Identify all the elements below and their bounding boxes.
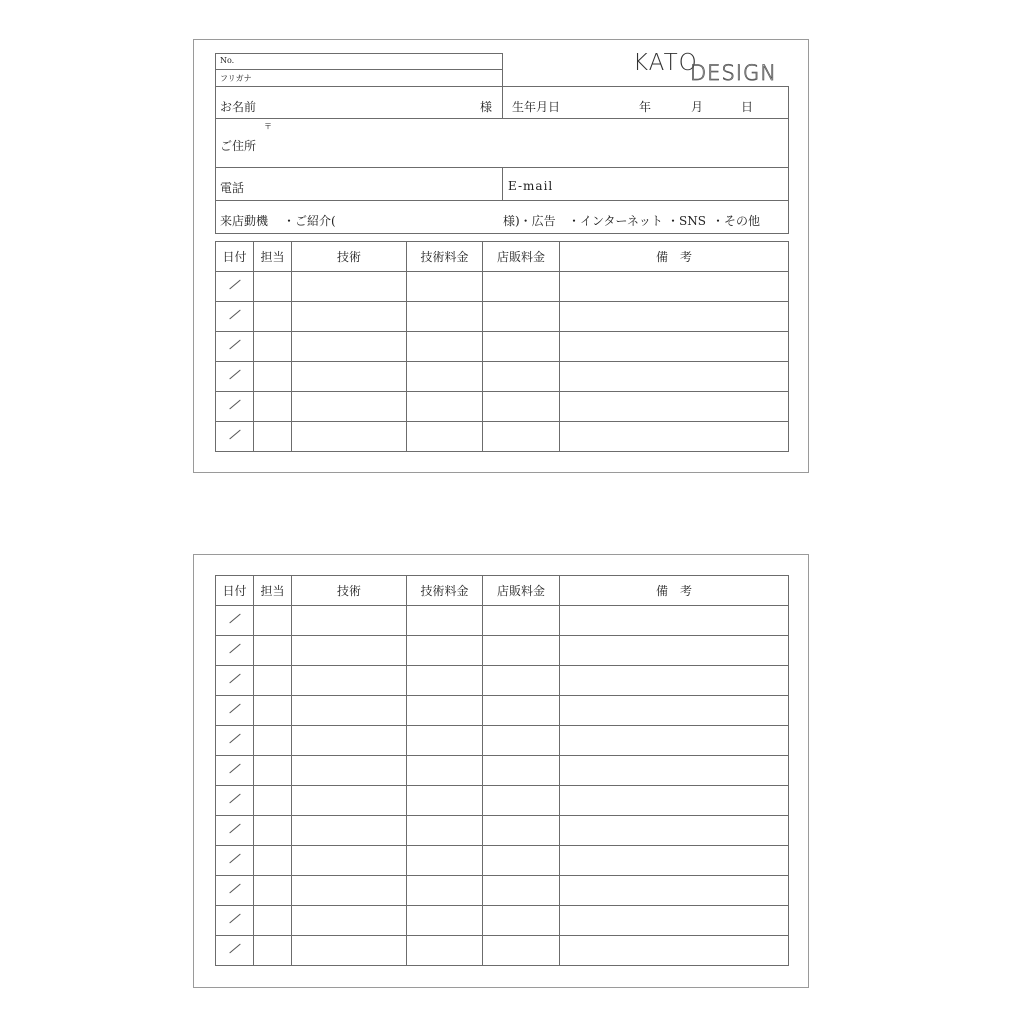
- table-cell[interactable]: [560, 332, 789, 362]
- table-row: [216, 272, 789, 302]
- table-cell[interactable]: [292, 936, 407, 966]
- table-cell[interactable]: [483, 696, 560, 726]
- date-slash-icon: [229, 309, 241, 321]
- table-body: [216, 606, 789, 966]
- table-cell[interactable]: [407, 726, 483, 756]
- table-cell[interactable]: [483, 756, 560, 786]
- table-cell[interactable]: [483, 876, 560, 906]
- table-row: [216, 816, 789, 846]
- table-cell[interactable]: [292, 786, 407, 816]
- table-cell[interactable]: [254, 846, 292, 876]
- table-row: [216, 876, 789, 906]
- table-body: [216, 272, 789, 452]
- table-cell[interactable]: [292, 606, 407, 636]
- table-cell[interactable]: [560, 876, 789, 906]
- table-cell[interactable]: [483, 606, 560, 636]
- date-cell[interactable]: [216, 606, 254, 636]
- name-label: お名前: [220, 100, 257, 114]
- column-header: 担当: [254, 242, 292, 272]
- logo-sub: DESIGN: [690, 61, 777, 82]
- date-cell[interactable]: [216, 906, 254, 936]
- table-cell[interactable]: [560, 606, 789, 636]
- column-header: 技術: [292, 576, 407, 606]
- table-cell[interactable]: [483, 302, 560, 332]
- table-cell[interactable]: [254, 302, 292, 332]
- date-cell[interactable]: [216, 392, 254, 422]
- table-cell[interactable]: [254, 786, 292, 816]
- birthday-label: 生年月日: [512, 100, 561, 114]
- table-cell[interactable]: [407, 302, 483, 332]
- table-cell[interactable]: [483, 332, 560, 362]
- table-cell[interactable]: [560, 786, 789, 816]
- table-cell[interactable]: [483, 666, 560, 696]
- table-row: [216, 936, 789, 966]
- table-cell[interactable]: [560, 636, 789, 666]
- column-header: 担当: [254, 576, 292, 606]
- table-cell[interactable]: [254, 906, 292, 936]
- table-cell[interactable]: [407, 362, 483, 392]
- table-cell[interactable]: [292, 756, 407, 786]
- column-header: 日付: [216, 576, 254, 606]
- date-cell[interactable]: [216, 936, 254, 966]
- table-cell[interactable]: [292, 362, 407, 392]
- year-label: 年: [639, 100, 652, 114]
- table-row: [216, 636, 789, 666]
- table-cell[interactable]: [292, 422, 407, 452]
- table-cell[interactable]: [407, 846, 483, 876]
- address-label: ご住所: [220, 139, 257, 153]
- email-label: E-mail: [508, 179, 554, 193]
- table-cell[interactable]: [560, 936, 789, 966]
- table-cell[interactable]: [483, 392, 560, 422]
- honorific-label: 様: [480, 100, 493, 114]
- date-slash-icon: [229, 793, 241, 805]
- table-row: [216, 392, 789, 422]
- table-cell[interactable]: [292, 816, 407, 846]
- table-row: [216, 696, 789, 726]
- table-cell[interactable]: [254, 936, 292, 966]
- date-slash-icon: [229, 913, 241, 925]
- table-cell[interactable]: [407, 756, 483, 786]
- table-cell[interactable]: [407, 696, 483, 726]
- divider: [215, 69, 502, 70]
- column-header: 日付: [216, 242, 254, 272]
- table-cell[interactable]: [292, 696, 407, 726]
- table-cell[interactable]: [483, 362, 560, 392]
- table-cell[interactable]: [407, 636, 483, 666]
- table-cell[interactable]: [560, 392, 789, 422]
- column-header: 備 考: [560, 576, 789, 606]
- table-cell[interactable]: [560, 666, 789, 696]
- front-card: [193, 39, 809, 473]
- table-cell[interactable]: [254, 332, 292, 362]
- date-cell[interactable]: [216, 302, 254, 332]
- table-cell[interactable]: [254, 816, 292, 846]
- date-cell[interactable]: [216, 876, 254, 906]
- table-cell[interactable]: [292, 906, 407, 936]
- table-cell[interactable]: [254, 606, 292, 636]
- table-row: [216, 726, 789, 756]
- divider: [502, 53, 503, 118]
- reason-referral-end: 様)・広告: [503, 214, 556, 228]
- table-header-row: [216, 242, 789, 272]
- date-cell[interactable]: [216, 816, 254, 846]
- table-cell[interactable]: [407, 786, 483, 816]
- date-cell[interactable]: [216, 422, 254, 452]
- date-slash-icon: [229, 703, 241, 715]
- table-cell[interactable]: [560, 302, 789, 332]
- reason-internet: ・インターネット: [568, 214, 663, 228]
- date-slash-icon: [229, 613, 241, 625]
- logo-main: KATO: [633, 50, 698, 76]
- table-cell[interactable]: [483, 816, 560, 846]
- date-cell[interactable]: [216, 272, 254, 302]
- date-slash-icon: [229, 733, 241, 745]
- table-row: [216, 422, 789, 452]
- divider: [502, 167, 503, 200]
- date-cell[interactable]: [216, 726, 254, 756]
- date-cell[interactable]: [216, 666, 254, 696]
- table-cell[interactable]: [254, 272, 292, 302]
- date-cell[interactable]: [216, 362, 254, 392]
- reason-other: ・その他: [712, 214, 761, 228]
- column-header: 店販料金: [483, 242, 560, 272]
- table-row: [216, 302, 789, 332]
- table-cell[interactable]: [292, 302, 407, 332]
- reason-sns: ・SNS: [667, 214, 706, 228]
- table-cell[interactable]: [292, 392, 407, 422]
- date-cell[interactable]: [216, 846, 254, 876]
- table-cell[interactable]: [407, 332, 483, 362]
- date-cell[interactable]: [216, 696, 254, 726]
- table-row: [216, 606, 789, 636]
- table-cell[interactable]: [254, 726, 292, 756]
- column-header: 備 考: [560, 242, 789, 272]
- column-header: 技術: [292, 242, 407, 272]
- table-cell[interactable]: [483, 936, 560, 966]
- table-cell[interactable]: [483, 846, 560, 876]
- table-cell[interactable]: [560, 272, 789, 302]
- divider: [215, 53, 216, 233]
- column-header: 技術料金: [407, 242, 483, 272]
- table-cell[interactable]: [483, 636, 560, 666]
- table-cell[interactable]: [292, 272, 407, 302]
- table-cell[interactable]: [407, 392, 483, 422]
- table-header-row: [216, 576, 789, 606]
- table-cell[interactable]: [407, 936, 483, 966]
- divider: [215, 53, 502, 54]
- table-cell[interactable]: [292, 846, 407, 876]
- table-cell[interactable]: [560, 422, 789, 452]
- table-cell[interactable]: [292, 332, 407, 362]
- table-cell[interactable]: [254, 392, 292, 422]
- date-cell[interactable]: [216, 756, 254, 786]
- table-cell[interactable]: [407, 606, 483, 636]
- table-cell[interactable]: [292, 726, 407, 756]
- table-cell[interactable]: [483, 906, 560, 936]
- table-cell[interactable]: [292, 636, 407, 666]
- table-cell[interactable]: [560, 696, 789, 726]
- table-row: [216, 332, 789, 362]
- table-row: [216, 756, 789, 786]
- table-row: [216, 362, 789, 392]
- table-cell[interactable]: [560, 756, 789, 786]
- table-cell[interactable]: [254, 696, 292, 726]
- table-row: [216, 786, 789, 816]
- date-slash-icon: [229, 763, 241, 775]
- treatment-record-table: [215, 241, 789, 452]
- reason-referral: ・ご紹介(: [283, 214, 336, 228]
- table-cell[interactable]: [254, 362, 292, 392]
- date-slash-icon: [229, 369, 241, 381]
- divider: [788, 86, 789, 233]
- table-cell[interactable]: [254, 876, 292, 906]
- table-cell[interactable]: [254, 636, 292, 666]
- table-cell[interactable]: [292, 666, 407, 696]
- table-cell[interactable]: [254, 756, 292, 786]
- column-header: 店販料金: [483, 576, 560, 606]
- date-slash-icon: [229, 673, 241, 685]
- date-slash-icon: [229, 279, 241, 291]
- date-cell[interactable]: [216, 332, 254, 362]
- month-label: 月: [691, 100, 704, 114]
- date-slash-icon: [229, 883, 241, 895]
- divider: [215, 233, 789, 234]
- table-cell[interactable]: [560, 726, 789, 756]
- table-cell[interactable]: [560, 846, 789, 876]
- table-row: [216, 906, 789, 936]
- date-slash-icon: [229, 339, 241, 351]
- table-cell[interactable]: [407, 906, 483, 936]
- date-cell[interactable]: [216, 636, 254, 666]
- table-row: [216, 666, 789, 696]
- kato-design-logo: [633, 48, 783, 82]
- date-cell[interactable]: [216, 786, 254, 816]
- table-cell[interactable]: [407, 816, 483, 846]
- date-slash-icon: [229, 399, 241, 411]
- furigana-label: フリガナ: [220, 74, 252, 83]
- phone-label: 電話: [220, 181, 245, 195]
- table-cell[interactable]: [483, 272, 560, 302]
- divider: [215, 118, 789, 119]
- back-card: [193, 554, 809, 988]
- table-cell[interactable]: [483, 422, 560, 452]
- table-cell[interactable]: [407, 422, 483, 452]
- table-cell[interactable]: [254, 422, 292, 452]
- table-cell[interactable]: [483, 726, 560, 756]
- table-cell[interactable]: [292, 876, 407, 906]
- table-cell[interactable]: [407, 666, 483, 696]
- date-slash-icon: [229, 643, 241, 655]
- table-cell[interactable]: [560, 906, 789, 936]
- date-slash-icon: [229, 943, 241, 955]
- date-slash-icon: [229, 853, 241, 865]
- table-cell[interactable]: [560, 362, 789, 392]
- column-header: 技術料金: [407, 576, 483, 606]
- table-cell[interactable]: [254, 666, 292, 696]
- table-row: [216, 846, 789, 876]
- day-label: 日: [741, 100, 754, 114]
- no-label: No.: [220, 56, 235, 65]
- divider: [215, 200, 789, 201]
- table-cell[interactable]: [407, 876, 483, 906]
- table-cell[interactable]: [560, 816, 789, 846]
- treatment-record-table-continued: [215, 575, 789, 966]
- table-cell[interactable]: [407, 272, 483, 302]
- visit-reason-label: 来店動機: [220, 214, 269, 228]
- table-cell[interactable]: [483, 786, 560, 816]
- date-slash-icon: [229, 823, 241, 835]
- postal-mark: 〒: [264, 122, 272, 131]
- date-slash-icon: [229, 429, 241, 441]
